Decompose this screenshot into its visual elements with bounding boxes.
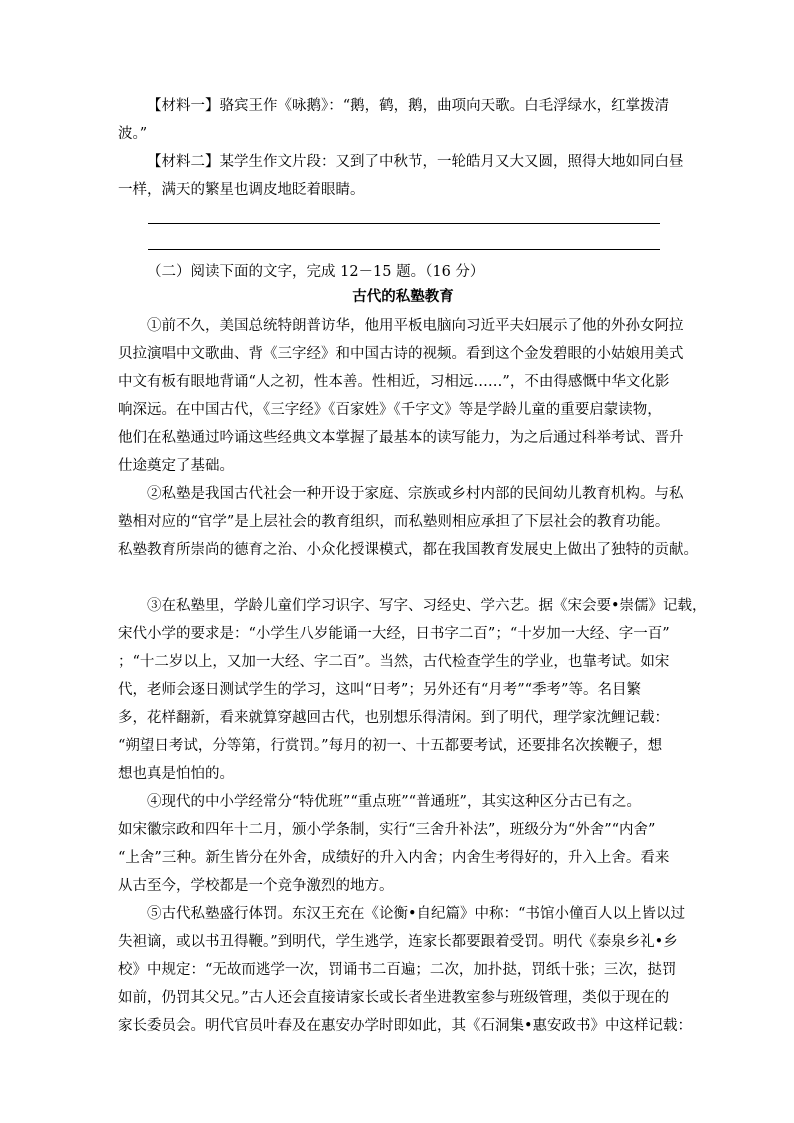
p2-line: ②私塾是我国古代社会一种开设于家庭、宗族或乡村内部的民间幼儿教育机构。与私 xyxy=(147,486,684,502)
p1-line: ①前不久，美国总统特朗普访华，他用平板电脑向习近平夫妇展示了他的外孙女阿拉 xyxy=(147,318,684,334)
paragraph-gap xyxy=(118,564,688,592)
material-2-line-2: 一样，满天的繁星也调皮地眨着眼睛。 xyxy=(118,182,365,198)
p5-line: ⑤古代私塾盛行体罚。东汉王充在《论衡•自纪篇》中称：“书馆小僮百人以上皆以过 xyxy=(147,906,685,922)
p5-line: 校》中规定：“无故而逃学一次，罚诵书二百遍；二次，加扑挞，罚纸十张；三次，挞罚 xyxy=(118,962,677,978)
p1-line: 他们在私塾通过吟诵这些经典文本掌握了最基本的读写能力，为之后通过科举考试、晋升 xyxy=(118,430,684,446)
p4-line: 如宋徽宗政和四年十二月，颁小学条制，实行“三舍升补法”，班级分为“外舍”“内舍” xyxy=(118,822,656,838)
section-instruction xyxy=(118,258,688,286)
article-body xyxy=(118,312,707,1040)
paragraph-5 xyxy=(118,900,693,1040)
p1-line: 中文有板有眼地背诵“人之初，性本善。性相近，习相远……”，不由得感慨中华文化影 xyxy=(118,374,670,390)
p4-line: “上舍”三种。新生皆分在外舍，成绩好的升入内舍；内舍生考得好的，升入上舍。看来 xyxy=(118,850,670,866)
material-1-line-1: 【材料一】骆宾王作《咏鹅》：“鹅，鹤，鹅，曲项向天歌。白毛浮绿水，红掌拨清 xyxy=(147,98,670,114)
p3-line: “朔望日考试，分等第，行赏罚。”每月的初一、十五都要考试，还要排名次挨鞭子，想 xyxy=(118,738,663,754)
p2-line: 私塾教育所崇尚的德育之治、小众化授课模式，都在我国教育发展史上做出了独特的贡献。 xyxy=(118,542,698,558)
paragraph-2 xyxy=(118,480,698,564)
p3-line: ③在私塾里，学龄儿童们学习识字、写字、习经史、学六艺。据《宋会要•崇儒》记载， xyxy=(147,598,707,614)
instruction-text: （二）阅读下面的文字，完成 12－15 题。（16 分） xyxy=(147,264,485,280)
paragraph-4 xyxy=(118,788,688,900)
answer-line-2 xyxy=(148,249,660,250)
paragraph-3 xyxy=(118,592,707,788)
p4-line: ④现代的中小学经常分“特优班”“重点班”“普通班”，其实这种区分古已有之。 xyxy=(147,794,641,810)
p1-line: 仕途奠定了基础。 xyxy=(118,458,234,474)
materials-block xyxy=(118,92,688,204)
material-1-line-2: 波。” xyxy=(118,126,148,142)
p1-line: 响深远。在中国古代，《三字经》《百家姓》《千字文》等是学龄儿童的重要启蒙读物， xyxy=(118,402,662,418)
p3-line: ；“十二岁以上，又加一大经、字二百”。当然，古代检查学生的学业，也靠考试。如宋 xyxy=(118,654,670,670)
paragraph-1 xyxy=(118,312,688,480)
p5-line: 家长委员会。明代官员叶春及在惠安办学时即如此，其《石洞集•惠安政书》中这样记载： xyxy=(118,1018,693,1034)
p5-line: 如前，仍罚其父兄。”古人还会直接请家长或长者坐进教室参与班级管理，类似于现在的 xyxy=(118,990,670,1006)
p4-line: 从古至今，学校都是一个竞争激烈的地方。 xyxy=(118,878,394,894)
p3-line: 代，老师会逐日测试学生的学习，这叫“日考”；另外还有“月考”“季考”等。名目繁 xyxy=(118,682,641,698)
p5-line: 失袒谪，或以书丑得鞭。”到明代，学生逃学，连家长都要跟着受罚。明代《泰泉乡礼•乡 xyxy=(118,934,678,950)
material-2-line-1: 【材料二】某学生作文片段：又到了中秋节，一轮皓月又大又圆，照得大地如同白昼 xyxy=(147,154,684,170)
article-title: 古代的私塾教育 xyxy=(352,288,454,305)
p3-line: 想也真是怕怕的。 xyxy=(118,766,234,782)
p1-line: 贝拉演唱中文歌曲、背《三字经》和中国古诗的视频。看到这个金发碧眼的小姑娘用美式 xyxy=(118,346,684,362)
p3-line: 宋代小学的要求是：“小学生八岁能诵一大经，日书字二百”；“十岁加一大经、字一百” xyxy=(118,626,670,642)
answer-line-1 xyxy=(148,223,660,224)
p3-line: 多，花样翻新，看来就算穿越回古代，也别想乐得清闲。到了明代，理学家沈鲤记载： xyxy=(118,710,669,726)
p2-line: 塾相对应的“官学”是上层社会的教育组织，而私塾则相应承担了下层社会的教育功能。 xyxy=(118,514,670,530)
